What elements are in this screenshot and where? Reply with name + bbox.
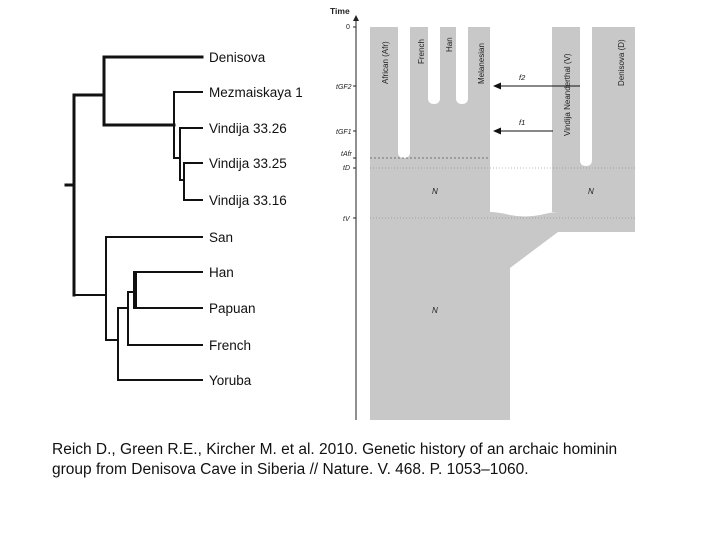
population-label: Melanesian [477,43,486,84]
gene-flow-label-f1: f1 [519,118,526,127]
population-label: African (Afr) [381,41,390,84]
time-label-v: tV [343,216,350,223]
citation-line: Reich D., Green R.E., Kircher M. et al. 2010. Genetic history of an archaic hominin [52,441,618,458]
time-zero-label: 0 [346,24,350,31]
taxon-label: Mezmaiskaya 1 [209,85,303,100]
gene-flow-arrowhead-f1 [493,128,501,135]
time-label-gf2: tGF2 [336,84,352,91]
population-label: Denisova (D) [617,39,626,86]
taxon-label: Yoruba [209,373,252,388]
taxon-label: Vindija 33.26 [209,121,287,136]
population-label: Vindija Neanderthal (V) [563,53,572,136]
time-label-afr: tAfr [341,151,352,158]
size-label: N [432,187,438,196]
taxon-label: Han [209,265,234,280]
time-label-gf1: tGF1 [336,129,352,136]
taxon-label: Papuan [209,301,256,316]
citation [52,440,692,480]
taxon-label: Vindija 33.25 [209,156,287,171]
taxon-label: French [209,338,252,353]
citation-line: group from Denisova Cave in Siberia // Nature. V. 468. P. 1053–1060. [52,461,529,478]
taxon-label: San [209,230,234,245]
taxon-labels [209,50,303,388]
gene-flow-arrowhead-f2 [493,83,501,90]
demographic-model [330,6,635,420]
time-axis-label: Time [330,6,350,16]
taxon-label: Denisova [209,50,266,65]
population-label: French [417,39,426,64]
taxon-label: Vindija 33.16 [209,193,287,208]
size-label: N [588,187,594,196]
time-label-d: tD [343,165,350,172]
time-axis-arrowhead [353,15,359,21]
time-tick-labels [336,24,353,223]
population-label: Han [445,37,454,52]
gene-flow-label-f2: f2 [519,73,526,82]
phylogenetic-tree [66,50,303,388]
size-label: N [432,306,438,315]
